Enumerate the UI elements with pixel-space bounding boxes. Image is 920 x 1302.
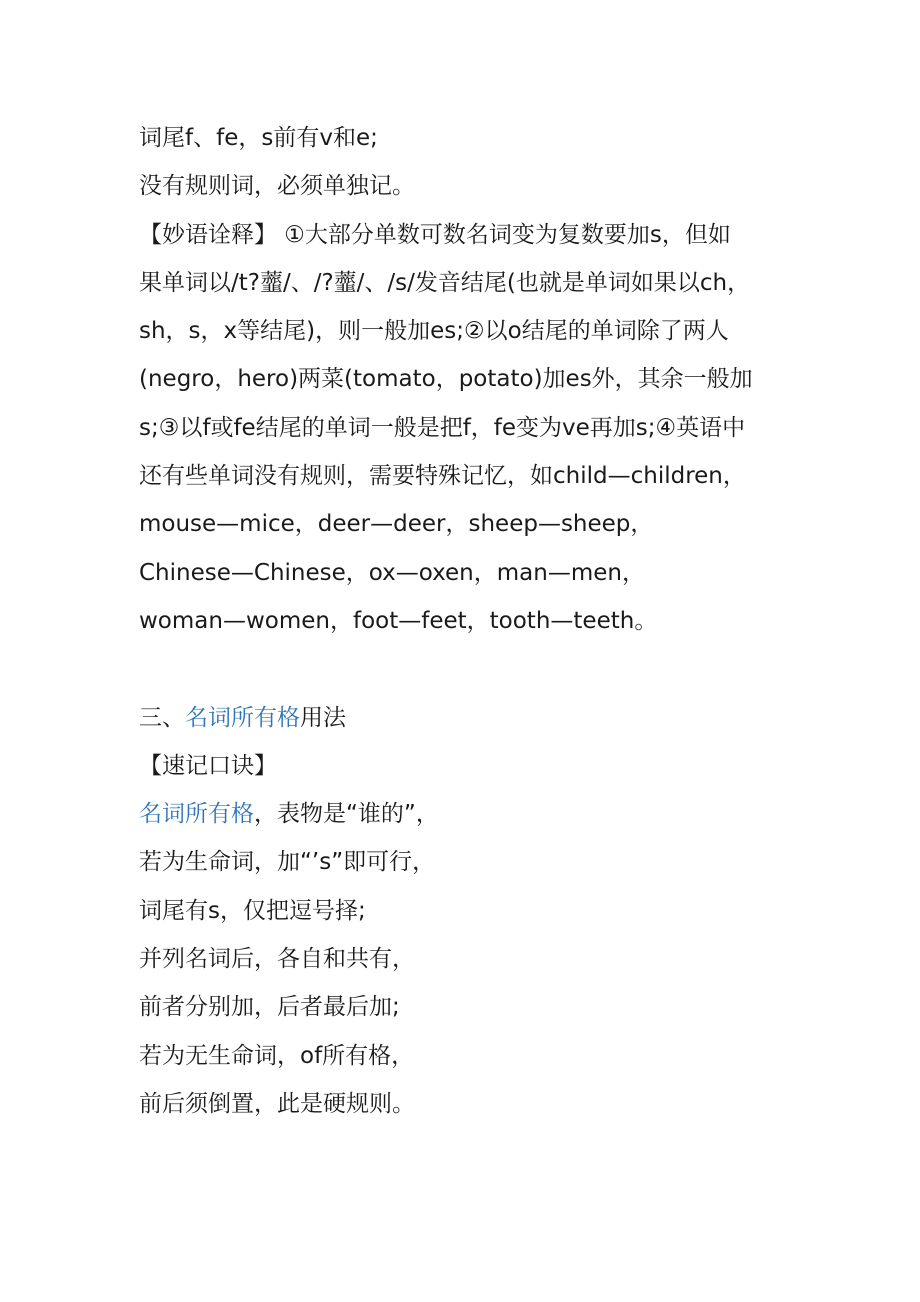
rhyme-line-text: ，表物是“谁的”， — [254, 801, 439, 828]
section-heading — [139, 694, 799, 742]
section-keyword-link[interactable]: 名词所有格 — [185, 704, 300, 731]
mnemonic-rhyme — [139, 790, 799, 1128]
rhyme-line: 若为无生命词，of所有格， — [139, 1042, 415, 1069]
explanation-line: 【妙语诠释】 ①大部分单数可数名词变为复数要加s，但如 — [139, 221, 731, 248]
rhyme-keyword-link[interactable]: 名词所有格 — [139, 801, 254, 828]
rhyme-line: 前者分别加，后者最后加; — [139, 994, 400, 1021]
section-number: 三、 — [139, 704, 185, 731]
paragraph-spacer — [139, 645, 799, 693]
explanation-line: s;③以f或fe结尾的单词一般是把f，fe变为ve再加s;④英语中 — [139, 414, 746, 441]
explanation-paragraph — [139, 211, 799, 646]
rhyme-line: 并列名词后，各自和共有， — [139, 946, 415, 973]
explanation-line: Chinese—Chinese，ox—oxen，man—men， — [139, 559, 645, 586]
rhyme-line: 若为生命词，加“’s”即可行， — [139, 849, 436, 876]
explanation-line: (negro，hero)两菜(tomato，potato)加es外，其余一般加 — [139, 366, 753, 393]
section-suffix: 用法 — [300, 704, 346, 731]
explanation-line: 还有些单词没有规则，需要特殊记忆，如child—children， — [139, 463, 746, 490]
rhyme-line — [139, 790, 799, 838]
rhyme-line: 前后须倒置，此是硬规则。 — [139, 1090, 415, 1117]
explanation-line: mouse—mice，deer—deer，sheep—sheep， — [139, 511, 654, 538]
rhyme-line: 词尾有s，仅把逗号择; — [139, 897, 366, 924]
explanation-line: sh，s，x等结尾)，则一般加es;②以o结尾的单词除了两人 — [139, 318, 729, 345]
mnemonic-label: 【速记口诀】 — [139, 752, 277, 779]
explanation-line: woman—women，foot—feet，tooth—teeth。 — [139, 607, 658, 634]
explanation-line: 果单词以/t?虀/、/?虀/、/s/发音结尾(也就是单词如果以ch， — [139, 269, 751, 296]
document-body — [139, 114, 799, 1128]
rhyme-line: 词尾f、fe，s前有v和e; — [139, 125, 378, 151]
rhyme-line: 没有规则词，必须单独记。 — [139, 173, 415, 200]
